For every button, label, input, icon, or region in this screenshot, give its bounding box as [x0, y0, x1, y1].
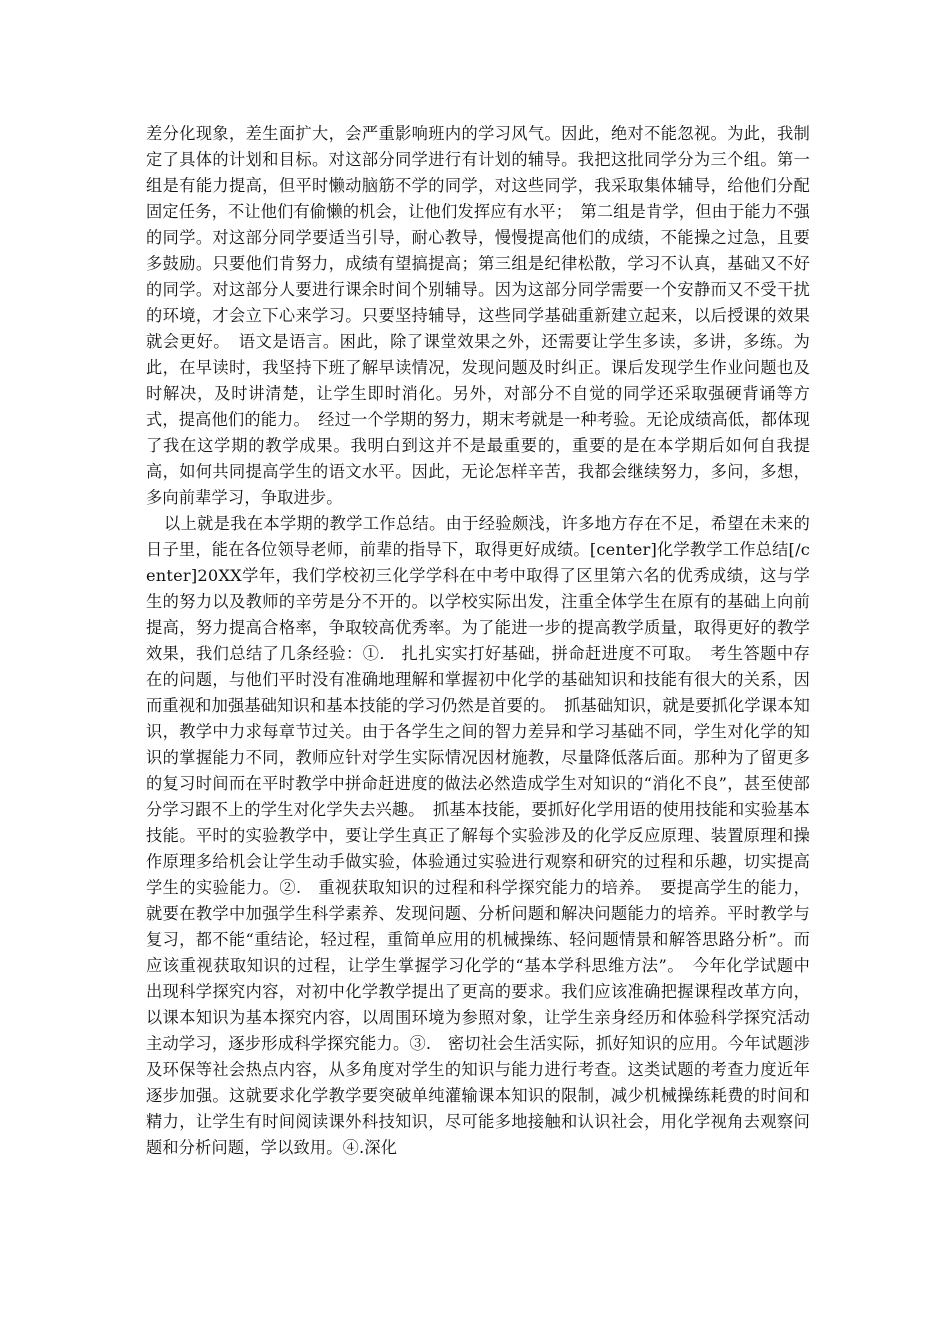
- document-body: [146, 121, 810, 1161]
- paragraph-2: 以上就是我在本学期的教学工作总结。由于经验颇浅，许多地方存在不足，希望在未来的日子里，能在各位领导老师，前辈的指导下，取得更好成绩。[center]化学教学工作总结[/center]20XX学年，我们学校初三化学学科在中考中取得了区里第六名的优秀成绩，这与学生的努力以及教师的辛劳是分不开的。以学校实际出发，注重全体学生在原有的基础上向前提高，努力提高合格率，争取较高优秀率。为了能进一步的提高教学质量，取得更好的教学效果，我们总结了几条经验：①. 扎扎实实打好基础，拼命赶进度不可取。 考生答题中存在的问题，与他们平时没有准确地理解和掌握初中化学的基础知识和技能有很大的关系，因而重视和加强基础知识和基本技能的学习仍然是首要的。 抓基础知识，就是要抓化学课本知识，教学中力求每章节过关。由于各学生之间的智力差异和学习基础不同，学生对化学的知识的掌握能力不同，教师应针对学生实际情况因材施教，尽量降低落后面。那种为了留更多的复习时间而在平时教学中拼命赶进度的做法必然造成学生对知识的“消化不良”，甚至使部分学习跟不上的学生对化学失去兴趣。 抓基本技能，要抓好化学用语的使用技能和实验基本技能。平时的实验教学中，要让学生真正了解每个实验涉及的化学反应原理、装置原理和操作原理多给机会让学生动手做实验，体验通过实验进行观察和研究的过程和乐趣，切实提高学生的实验能力。②. 重视获取知识的过程和科学探究能力的培养。 要提高学生的能力，就要在教学中加强学生科学素养、发现问题、分析问题和解决问题能力的培养。平时教学与复习，都不能“重结论，轻过程，重简单应用的机械操练、轻问题情景和解答思路分析”。而应该重视获取知识的过程，让学生掌握学习化学的“基本学科思维方法”。 今年化学试题中出现科学探究内容，对初中化学教学提出了更高的要求。我们应该准确把握课程改革方向，以课本知识为基本探究内容，以周围环境为参照对象，让学生亲身经历和体验科学探究活动主动学习，逐步形成科学探究能力。③. 密切社会生活实际，抓好知识的应用。今年试题涉及环保等社会热点内容，从多角度对学生的知识与能力进行考查。这类试题的考查力度近年逐步加强。这就要求化学教学要突破单纯灌输课本知识的限制，减少机械操练耗费的时间和精力，让学生有时间阅读课外科技知识，尽可能多地接触和认识社会，用化学视角去观察问题和分析问题，学以致用。④.深化: [146, 514, 810, 1157]
- paragraph-1: 差分化现象，差生面扩大，会严重影响班内的学习风气。因此，绝对不能忽视。为此，我制定了具体的计划和目标。对这部分同学进行有计划的辅导。我把这批同学分为三个组。第一组是有能力提高，但平时懒动脑筋不学的同学，对这些同学，我采取集体辅导，给他们分配固定任务，不让他们有偷懒的机会，让他们发挥应有水平； 第二组是肯学，但由于能力不强的同学。对这部分同学要适当引导，耐心教导，慢慢提高他们的成绩，不能操之过急，且要多鼓励。只要他们肯努力，成绩有望搞提高；第三组是纪律松散，学习不认真，基础又不好的同学。对这部分人要进行课余时间个别辅导。因为这部分同学需要一个安静而又不受干扰的环境，才会立下心来学习。只要坚持辅导，这些同学基础重新建立起来，以后授课的效果就会更好。 语文是语言。困此，除了课堂效果之外，还需要让学生多读，多讲，多练。为此，在早读时，我坚持下班了解早读情况，发现问题及时纠正。课后发现学生作业问题也及时解决，及时讲清楚，让学生即时消化。另外，对部分不自觉的同学还采取强硬背诵等方式，提高他们的能力。 经过一个学期的努力，期末考就是一种考验。无论成绩高低，都体现了我在这学期的教学成果。我明白到这并不是最重要的，重要的是在本学期后如何自我提高，如何共同提高学生的语文水平。因此，无论怎样辛苦，我都会继续努力，多问，多想，多向前辈学习，争取进步。: [146, 124, 810, 507]
